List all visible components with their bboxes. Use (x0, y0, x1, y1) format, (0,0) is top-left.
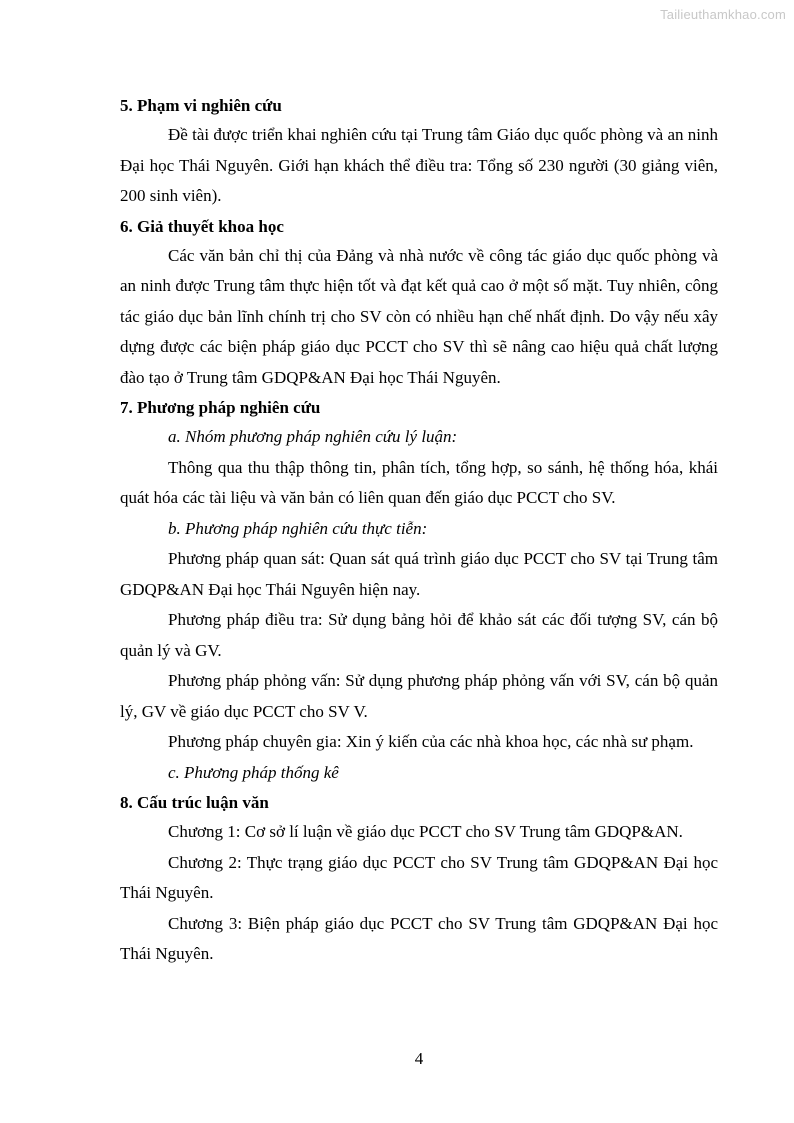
section-scope (120, 91, 718, 212)
subheading-theoretical-methods: a. Nhóm phương pháp nghiên cứu lý luận: (168, 427, 458, 446)
document-body (120, 91, 718, 970)
watermark-text: Tailieuthamkhao.com (660, 7, 786, 22)
section-heading: 8. Cấu trúc luận văn (120, 793, 269, 812)
paragraph: Phương pháp điều tra: Sử dụng bảng hỏi để khảo sát các đối tượng SV, cán bộ quản lý và GV. (120, 610, 718, 660)
section-methods (120, 393, 718, 788)
paragraph: Chương 3: Biện pháp giáo dục PCCT cho SV Trung tâm GDQP&AN Đại học Thái Nguyên. (120, 913, 718, 963)
section-heading: 5. Phạm vi nghiên cứu (120, 96, 282, 115)
section-hypothesis (120, 212, 718, 394)
section-structure (120, 788, 718, 970)
paragraph: Thông qua thu thập thông tin, phân tích, tổng hợp, so sánh, hệ thống hóa, khái quát hóa các tài liệu và văn bản có liên quan đến giáo dục PCCT cho SV. (120, 457, 718, 507)
paragraph: Phương pháp phỏng vấn: Sử dụng phương pháp phỏng vấn với SV, cán bộ quản lý, GV về giáo dục PCCT cho SV V. (120, 671, 718, 721)
paragraph: Chương 1: Cơ sở lí luận về giáo dục PCCT cho SV Trung tâm GDQP&AN. (168, 822, 683, 841)
paragraph: Các văn bản chỉ thị của Đảng và nhà nước về công tác giáo dục quốc phòng và an ninh được Trung tâm thực hiện tốt và đạt kết quả cao ở một số mặt. Tuy nhiên, công tác giáo dục bản lĩnh chính trị cho SV còn có nhiều hạn chế nhất định. Do vậy nếu xây dựng được các biện pháp giáo dục PCCT cho SV thì sẽ nâng cao hiệu quả chất lượng đào tạo ở Trung tâm GDQP&AN Đại học Thái Nguyên. (120, 245, 718, 387)
subheading-statistical-methods: c. Phương pháp thống kê (168, 762, 339, 782)
paragraph: Phương pháp chuyên gia: Xin ý kiến của các nhà khoa học, các nhà sư phạm. (168, 732, 694, 751)
paragraph: Phương pháp quan sát: Quan sát quá trình giáo dục PCCT cho SV tại Trung tâm GDQP&AN Đại học Thái Nguyên hiện nay. (120, 549, 718, 599)
paragraph: Chương 2: Thực trạng giáo dục PCCT cho SV Trung tâm GDQP&AN Đại học Thái Nguyên. (120, 852, 718, 902)
subheading-practical-methods: b. Phương pháp nghiên cứu thực tiễn: (168, 518, 428, 538)
section-heading: 7. Phương pháp nghiên cứu (120, 398, 321, 417)
page-number: 4 (414, 1049, 424, 1068)
paragraph: Đề tài được triển khai nghiên cứu tại Trung tâm Giáo dục quốc phòng và an ninh Đại học Thái Nguyên. Giới hạn khách thể điều tra: Tổng số 230 người (30 giảng viên, 200 sinh viên). (120, 125, 718, 205)
section-heading: 6. Giả thuyết khoa học (120, 216, 284, 236)
